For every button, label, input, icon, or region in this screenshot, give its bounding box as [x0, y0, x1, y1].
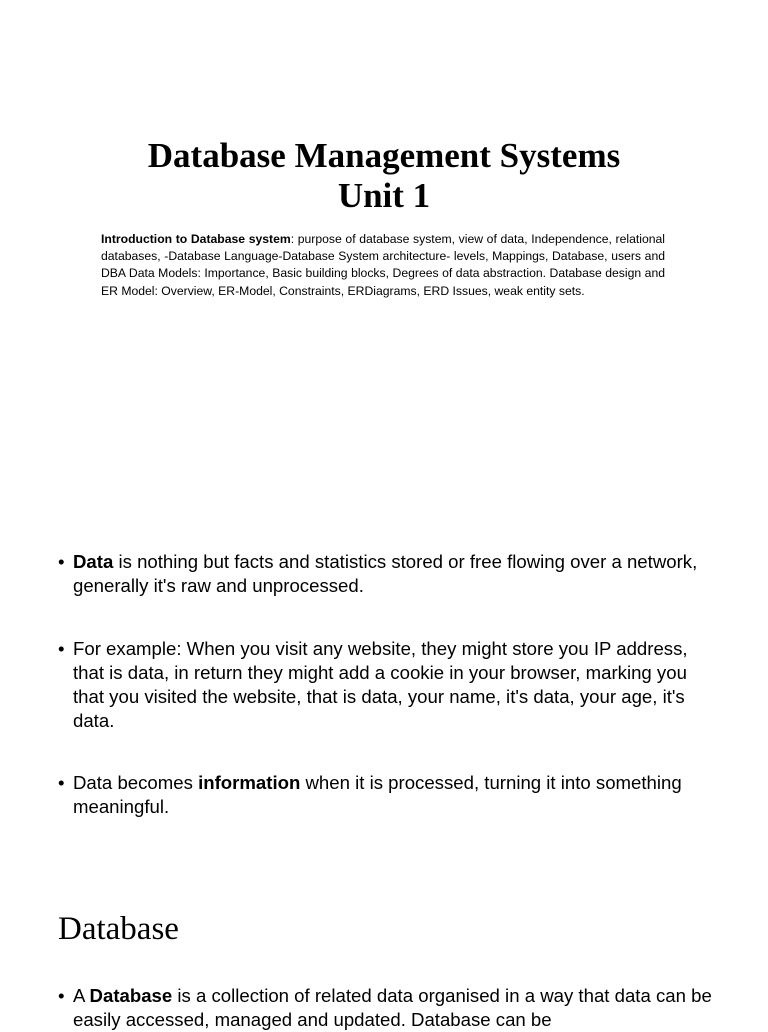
bullet-text-before: A: [73, 985, 90, 1006]
page-title: [60, 136, 708, 216]
intro-text: : purpose of database system, view of data, Independence, relational databases, -Database Language-Database System architecture- levels, Mappings, Database, users and DBA Data Models: Importance, Basic building blocks, Degrees of data abstraction. Database design and ER Model: Overview, ER-Model, Constraints, ERDiagrams, ERD Issues, weak entity sets.: [101, 232, 665, 298]
bullet-text-before: Data becomes: [73, 772, 199, 793]
bullet-data-definition: [58, 550, 718, 598]
bullet-text: is nothing but facts and statistics stored or free flowing over a network, generally it's raw and unprocessed.: [73, 551, 698, 596]
intro-bold-label: Introduction to Database system: [101, 232, 291, 246]
bullet-text-after: when it is processed, turning it into something meaningful.: [73, 772, 682, 817]
bullet-dot: •: [58, 772, 65, 793]
bullet-bold-term: Data: [73, 551, 114, 572]
section-heading-database: Database: [58, 911, 179, 947]
bullet-dot: •: [58, 985, 65, 1006]
intro-paragraph: [101, 231, 665, 300]
bullet-dot: •: [58, 551, 65, 572]
bullet-bold-term: information: [198, 772, 301, 793]
bullet-information: [58, 771, 718, 819]
bullet-dot: •: [58, 638, 65, 659]
title-line-1: Database Management Systems: [147, 136, 621, 175]
title-line-2: Unit 1: [337, 176, 431, 215]
bullet-data-example: [58, 637, 718, 733]
bullet-database-definition: [58, 984, 718, 1032]
bullet-text-after: is a collection of related data organised in a way that data can be easily accessed, managed and updated. Database can be: [73, 985, 712, 1030]
bullet-text: For example: When you visit any website, they might store you IP address, that is data, in return they might add a cookie in your browser, marking you that you visited the website, that is data, your name, it's data, your age, it's data.: [73, 638, 688, 731]
bullet-bold-term: Database: [89, 985, 173, 1006]
